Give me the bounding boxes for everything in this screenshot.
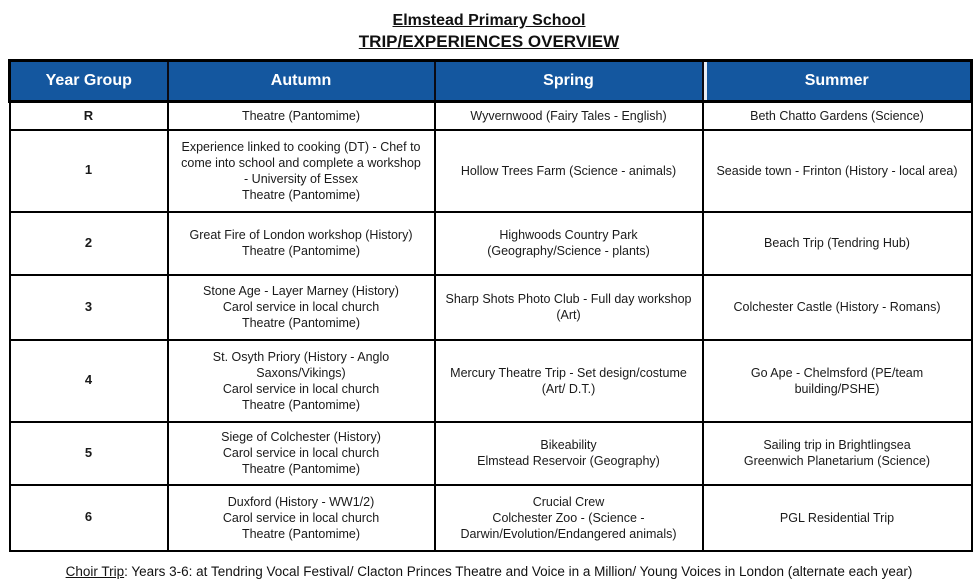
trip-item: Seaside town - Frinton (History - local area)	[716, 163, 958, 178]
summer-cell	[703, 422, 972, 485]
autumn-cell	[168, 212, 435, 275]
trip-item: PGL Residential Trip	[779, 510, 895, 525]
autumn-cell	[168, 485, 435, 551]
trip-item: Theatre (Pantomime)	[241, 397, 361, 412]
trip-item: Crucial Crew	[532, 494, 605, 509]
trip-item: Great Fire of London workshop (History)	[189, 228, 413, 243]
trip-item: Carol service in local church	[222, 300, 380, 315]
trip-item: Hollow Trees Farm (Science - animals)	[460, 163, 677, 178]
trip-item: Experience linked to cooking (DT) - Chef to come into school and complete a workshop - University of Essex	[181, 139, 421, 186]
autumn-cell	[168, 102, 435, 130]
trip-item: Colchester Zoo - (Science - Darwin/Evolution/Endangered animals)	[460, 510, 677, 541]
trip-item: Greenwich Planetarium (Science)	[743, 454, 931, 469]
trip-item: Stone Age - Layer Marney (History)	[203, 284, 399, 299]
trip-item: Carol service in local church	[222, 510, 380, 525]
spring-cell	[435, 102, 703, 130]
trip-item: Highwoods Country Park (Geography/Science - plants)	[487, 228, 650, 259]
spring-cell	[435, 212, 703, 275]
trip-item: Beth Chatto Gardens (Science)	[750, 108, 924, 123]
trip-item: Siege of Colchester (History)	[221, 430, 381, 445]
trip-item: Theatre (Pantomime)	[241, 187, 361, 202]
col-header-autumn: Autumn	[168, 61, 435, 102]
spring-cell	[435, 130, 703, 212]
trip-item: Beach Trip (Tendring Hub)	[764, 236, 910, 251]
table-row	[10, 102, 972, 130]
summer-cell	[703, 485, 972, 551]
col-header-spring: Spring	[435, 61, 703, 102]
trips-table	[8, 59, 973, 552]
table-row	[10, 212, 972, 275]
footer-note-text: : Years 3-6: at Tendring Vocal Festival/ Clacton Princes Theatre and Voice in a Million/ Young Voices in London (alternate each year)	[124, 563, 913, 579]
trip-item: Duxford (History - WW1/2)	[227, 494, 375, 509]
page-title	[0, 0, 978, 53]
trip-item: Sailing trip in Brightlingsea	[763, 438, 911, 453]
summer-cell	[703, 212, 972, 275]
trip-item: Carol service in local church	[222, 446, 380, 461]
table-row	[10, 275, 972, 340]
spring-cell	[435, 340, 703, 422]
summer-cell	[703, 130, 972, 212]
trip-item: Theatre (Pantomime)	[241, 316, 361, 331]
year-group-cell: 1	[10, 130, 168, 212]
trip-item: Theatre (Pantomime)	[241, 244, 361, 259]
table-row	[10, 340, 972, 422]
header-row	[10, 61, 972, 102]
table-row	[10, 485, 972, 551]
choir-trip-label: Choir Trip	[65, 563, 125, 579]
year-group-cell: R	[10, 102, 168, 130]
year-group-cell: 3	[10, 275, 168, 340]
school-name: Elmstead Primary School	[392, 12, 586, 29]
trip-item: Theatre (Pantomime)	[241, 108, 361, 123]
trip-item: Elmstead Reservoir (Geography)	[477, 454, 660, 469]
trip-item: Carol service in local church	[222, 381, 380, 396]
table-row	[10, 422, 972, 485]
footer-note	[0, 564, 978, 579]
overview-title: TRIP/EXPERIENCES OVERVIEW	[358, 32, 620, 51]
trip-item: Sharp Shots Photo Club - Full day workshop (Art)	[445, 292, 692, 323]
spring-cell	[435, 422, 703, 485]
trip-item: Go Ape - Chelmsford (PE/team building/PSHE)	[750, 365, 924, 396]
summer-cell	[703, 102, 972, 130]
spring-cell	[435, 275, 703, 340]
summer-cell	[703, 340, 972, 422]
trip-item: Theatre (Pantomime)	[241, 462, 361, 477]
col-header-year-group: Year Group	[10, 61, 168, 102]
summer-cell	[703, 275, 972, 340]
trip-item: Bikeability	[540, 438, 597, 453]
year-group-cell: 4	[10, 340, 168, 422]
trip-item: Colchester Castle (History - Romans)	[733, 300, 941, 315]
table-row	[10, 130, 972, 212]
trip-item: Wyvernwood (Fairy Tales - English)	[470, 108, 667, 123]
autumn-cell	[168, 130, 435, 212]
year-group-cell: 6	[10, 485, 168, 551]
trip-item: St. Osyth Priory (History - Anglo Saxons/Vikings)	[212, 349, 390, 380]
year-group-cell: 2	[10, 212, 168, 275]
trip-item: Theatre (Pantomime)	[241, 526, 361, 541]
autumn-cell	[168, 422, 435, 485]
autumn-cell	[168, 275, 435, 340]
year-group-cell: 5	[10, 422, 168, 485]
col-header-summer: Summer	[703, 61, 972, 102]
trip-item: Mercury Theatre Trip - Set design/costume (Art/ D.T.)	[450, 365, 687, 396]
autumn-cell	[168, 340, 435, 422]
spring-cell	[435, 485, 703, 551]
